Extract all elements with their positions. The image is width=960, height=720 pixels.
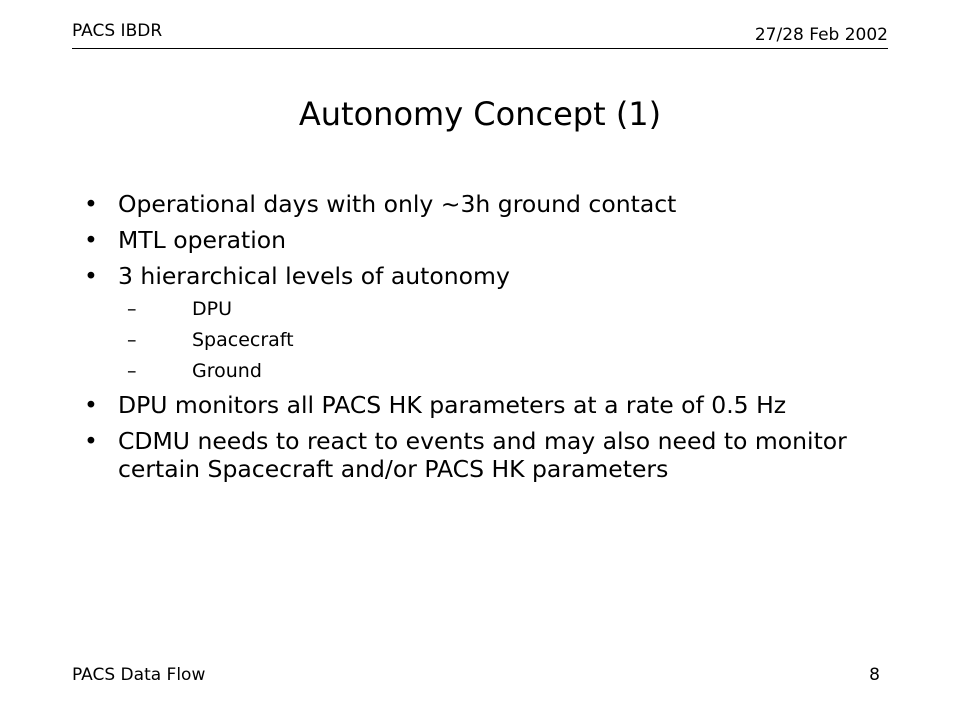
bullet-item [84,226,884,254]
dash-icon: – [127,298,137,320]
bullet-text: Operational days with only ~3h ground contact [118,190,677,218]
sub-list [84,298,884,382]
bullet-text: CDMU needs to react to events and may also need to monitor certain Spacecraft and/or PACS HK parameters [118,427,847,483]
dash-icon: – [127,329,137,351]
bullet-icon: • [84,226,98,254]
bullet-item [84,391,884,419]
sub-item [84,360,884,382]
header-left-text: PACS IBDR [72,21,163,41]
bullet-icon: • [84,427,98,455]
bullet-item [84,190,884,218]
sub-item-text: DPU [192,298,232,320]
footer-left-text: PACS Data Flow [72,665,206,685]
bullet-text: DPU monitors all PACS HK parameters at a rate of 0.5 Hz [118,391,787,419]
sub-item-text: Spacecraft [192,329,294,351]
bullet-item [84,262,884,290]
sub-item [84,329,884,351]
bullet-list [84,190,884,491]
header-date: 27/28 Feb 2002 [754,25,888,45]
sub-list-container [84,298,884,382]
page-number: 8 [869,665,880,685]
bullet-icon: • [84,190,98,218]
sub-item [84,298,884,320]
dash-icon: – [127,360,137,382]
bullet-icon: • [84,262,98,290]
bullet-text: 3 hierarchical levels of autonomy [118,262,510,290]
sub-item-text: Ground [192,360,262,382]
bullet-icon: • [84,391,98,419]
bullet-item [84,427,884,483]
header-divider [72,48,888,49]
bullet-text: MTL operation [118,226,287,254]
slide-title: Autonomy Concept (1) [298,95,662,133]
